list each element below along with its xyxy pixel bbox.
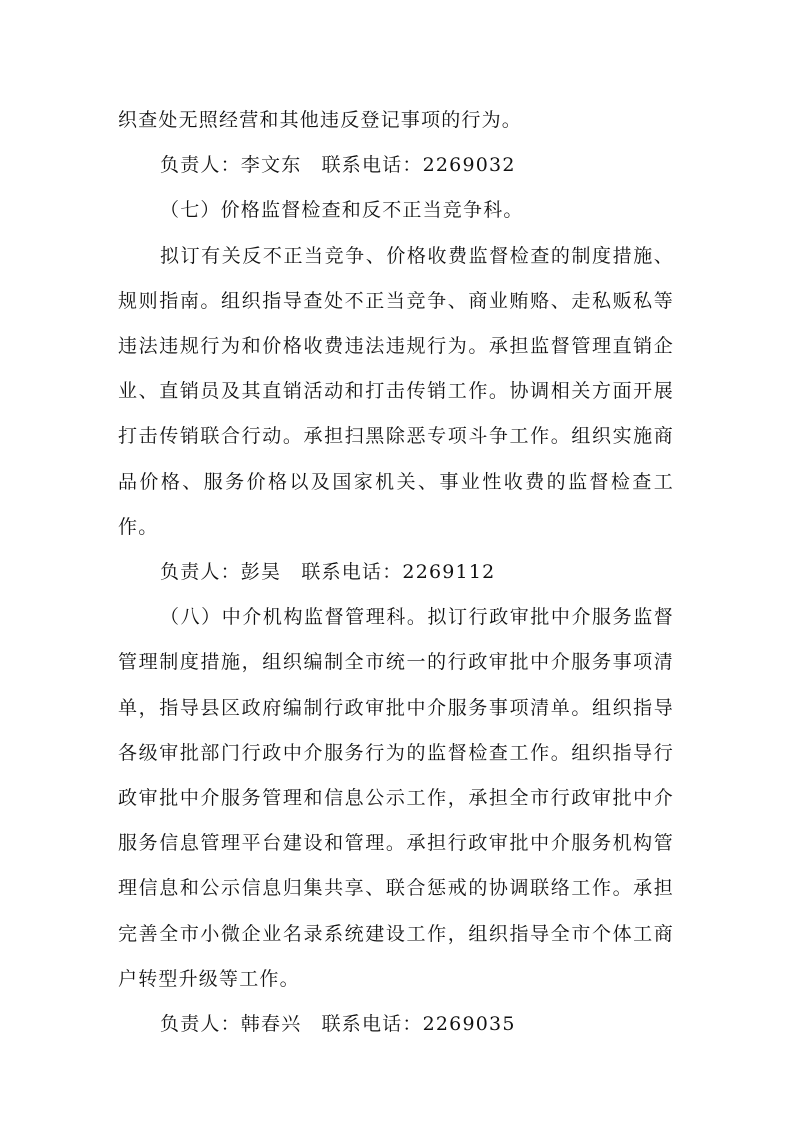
contact-line-peng: 负责人：彭昊 联系电话：2269112 <box>160 561 496 584</box>
section-body-8: （八）中介机构监督管理科。拟订行政审批中介服务监督管理制度措施，组织编制全市统一的行政审批中介服务事项清单，指导县区政府编制行政审批中介服务事项清单。组织指导各级审批部门行政中介服务行为的监督检查工作。组织指导行政审批中介服务管理和信息公示工作，承担全市行政审批中介服务信息管理平台建设和管理。承担行政审批中介服务机构管理信息和公示信息归集共享、联合惩戒的协调联络工作。承担完善全市小微企业名录系统建设工作，组织指导全市个体工商户转型升级等工作。 <box>118 606 674 990</box>
contact-line-li: 负责人：李文东 联系电话：2269032 <box>160 154 516 177</box>
section-body-7: 拟订有关反不正当竞争、价格收费监督检查的制度措施、规则指南。组织指导查处不正当竞争、商业贿赂、走私贩私等违法违规行为和价格收费违法违规行为。承担监督管理直销企业、直销员及其直销活动和打击传销工作。协调相关方面开展打击传销联合行动。承担扫黑除恶专项斗争工作。组织实施商品价格、服务价格以及国家机关、事业性收费的监督检查工作。 <box>118 244 674 538</box>
paragraph-continuation: 织查处无照经营和其他违反登记事项的行为。 <box>118 109 523 131</box>
document-body <box>118 98 674 1047</box>
section-heading-7: （七）价格监督检查和反不正当竞争科。 <box>160 199 524 222</box>
contact-line-han: 负责人：韩春兴 联系电话：2269035 <box>160 1013 516 1036</box>
